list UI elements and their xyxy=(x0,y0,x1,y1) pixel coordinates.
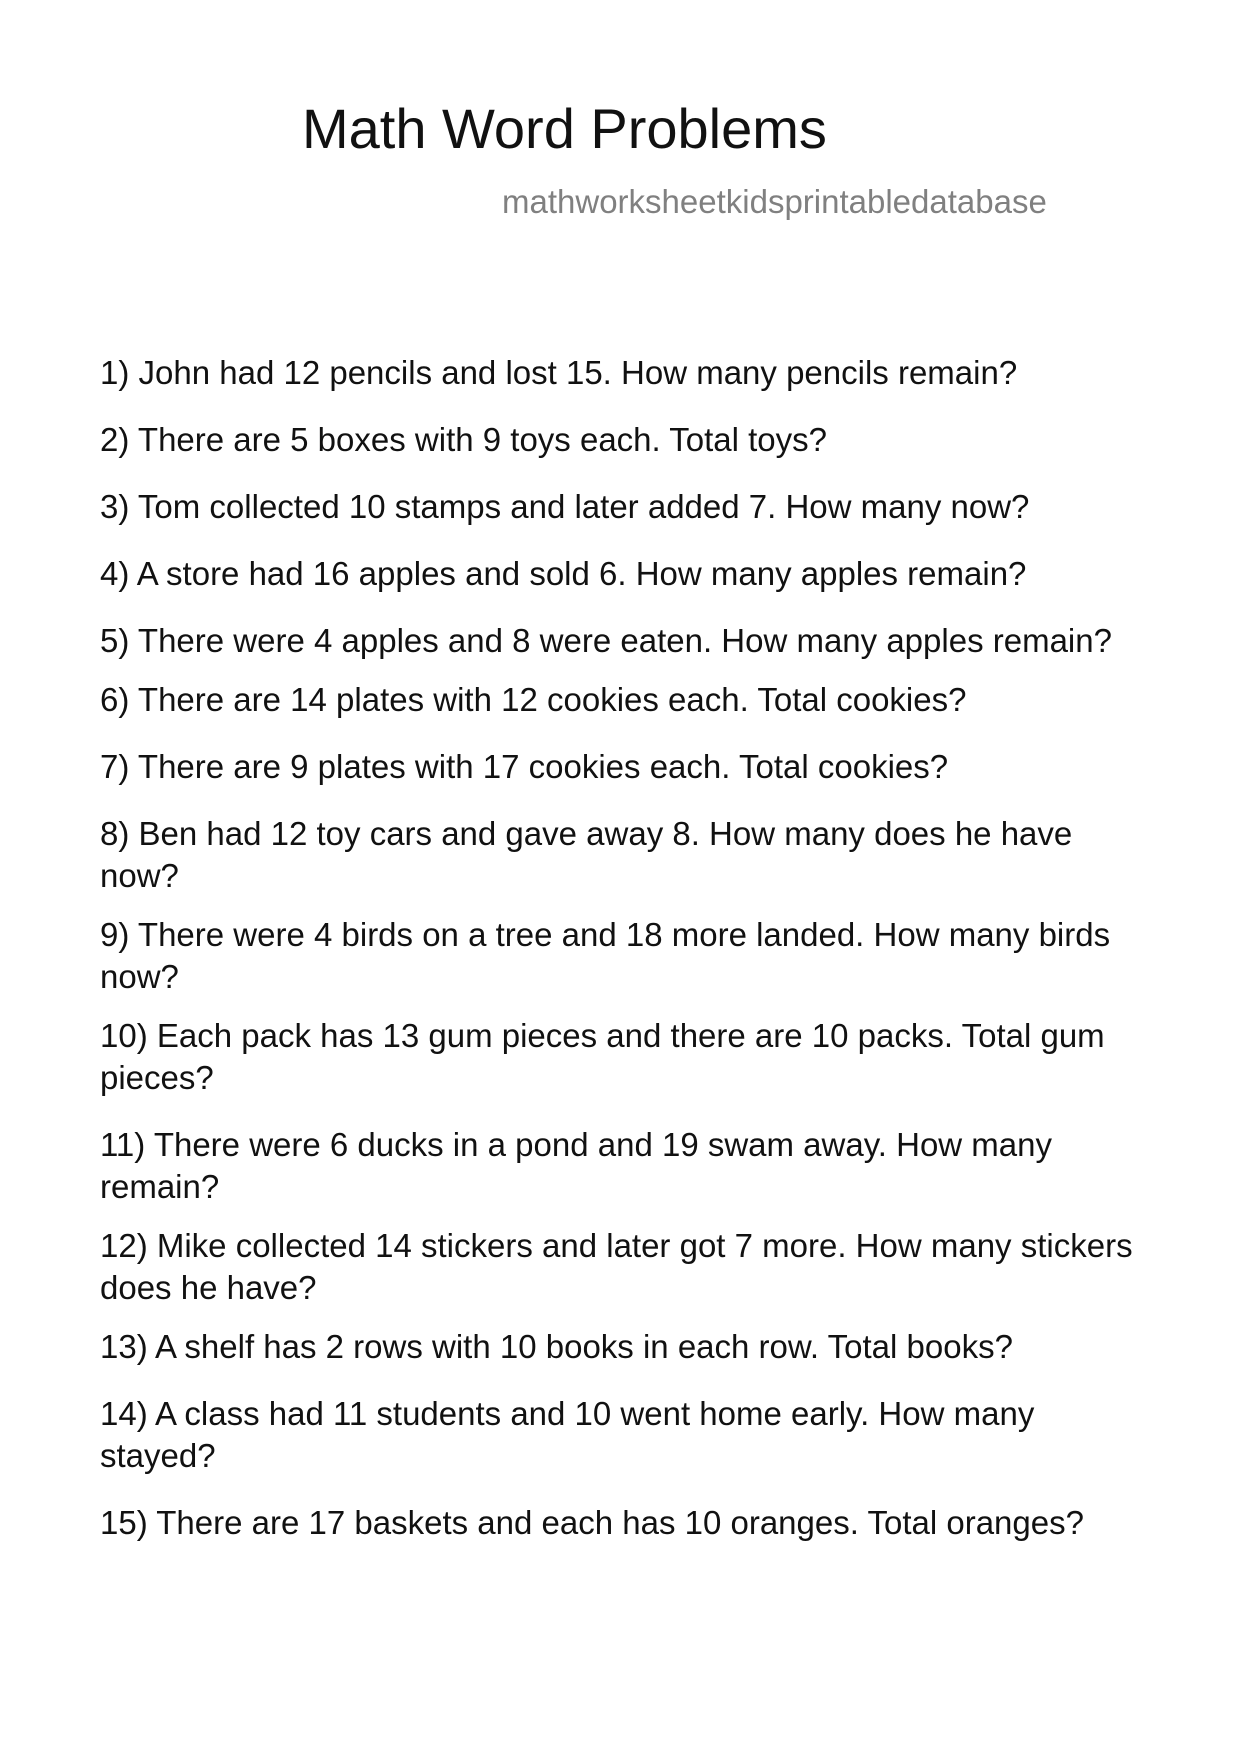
problem-item: 6) There are 14 plates with 12 cookies each. Total cookies? xyxy=(100,681,967,718)
problem-item: 14) A class had 11 students and 10 went home early. How many stayed? xyxy=(100,1395,1035,1474)
problem-item: 11) There were 6 ducks in a pond and 19 swam away. How many remain? xyxy=(100,1126,1052,1205)
problem-item: 9) There were 4 birds on a tree and 18 more landed. How many birds now? xyxy=(100,916,1111,995)
problem-item: 15) There are 17 baskets and each has 10 oranges. Total oranges? xyxy=(100,1504,1084,1541)
problem-list xyxy=(100,352,1150,1544)
problem-item: 2) There are 5 boxes with 9 toys each. Total toys? xyxy=(100,421,828,458)
page-title: Math Word Problems xyxy=(302,97,827,160)
problem-item: 10) Each pack has 13 gum pieces and there are 10 packs. Total gum pieces? xyxy=(100,1017,1105,1096)
problem-item: 5) There were 4 apples and 8 were eaten. How many apples remain? xyxy=(100,622,1112,659)
problem-item: 7) There are 9 plates with 17 cookies each. Total cookies? xyxy=(100,748,949,785)
problem-item: 8) Ben had 12 toy cars and gave away 8. How many does he have now? xyxy=(100,815,1073,894)
source-text: mathworksheetkidsprintabledatabase xyxy=(502,183,1047,220)
problem-item: 13) A shelf has 2 rows with 10 books in each row. Total books? xyxy=(100,1328,1013,1365)
problem-item: 1) John had 12 pencils and lost 15. How many pencils remain? xyxy=(100,354,1018,391)
problem-item: 12) Mike collected 14 stickers and later got 7 more. How many stickers does he have? xyxy=(100,1227,1133,1306)
problem-item: 3) Tom collected 10 stamps and later added 7. How many now? xyxy=(100,488,1030,525)
problem-item: 4) A store had 16 apples and sold 6. How many apples remain? xyxy=(100,555,1027,592)
